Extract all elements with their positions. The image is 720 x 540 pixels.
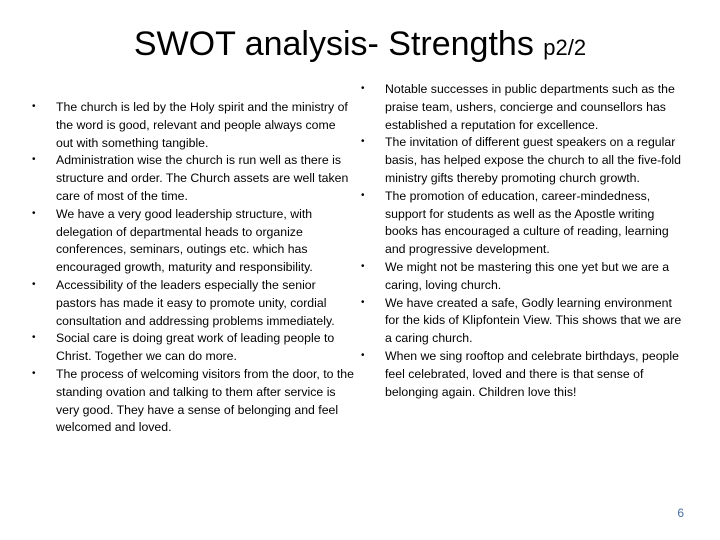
list-item: • We might not be mastering this one yet but we are a caring, loving church. (361, 259, 684, 295)
title-text: SWOT analysis- Strengths (133, 25, 534, 63)
list-item: • When we sing rooftop and celebrate birthdays, people feel celebrated, loved and there is that sense of belonging again. Children love this! (361, 348, 684, 401)
page-number: 6 (677, 506, 684, 520)
title-page-suffix: p2/2 (543, 35, 587, 60)
right-strengths-list (361, 81, 684, 401)
list-item: • Notable successes in public departments such as the praise team, ushers, concierge and counsellors has established a reputation for excellence. (361, 81, 684, 134)
list-item: • The promotion of education, career-mindedness, support for students as well as the Apostle writing books has encouraged a culture of reading, learning and progressive development. (361, 188, 684, 259)
list-item: • The invitation of different guest speakers on a regular basis, has helped expose the church to all the five-fold ministry gifts thereby promoting church growth. (361, 134, 684, 187)
list-item: • We have a very good leadership structure, with delegation of departmental heads to organize conferences, seminars, outings etc. which has encouraged growth, maturity and responsibility. (32, 206, 354, 277)
slide-title (0, 22, 720, 70)
list-item: • The church is led by the Holy spirit and the ministry of the word is good, relevant and people always come out with something tangible. (32, 99, 354, 152)
list-item: • We have created a safe, Godly learning environment for the kids of Klipfontein View. This shows that we are a caring church. (361, 295, 684, 348)
list-item: • The process of welcoming visitors from the door, to the standing ovation and talking to them after service is very good. They have a sense of belonging and feel welcomed and loved. (32, 366, 354, 437)
list-item: • Accessibility of the leaders especially the senior pastors has made it easy to promote unity, cordial consultation and addressing problems immediately. (32, 277, 354, 330)
left-strengths-list (32, 99, 354, 437)
list-item: • Social care is doing great work of leading people to Christ. Together we can do more. (32, 330, 354, 366)
list-item: • Administration wise the church is run well as there is structure and order. The Church assets are well taken care of most of the time. (32, 152, 354, 205)
